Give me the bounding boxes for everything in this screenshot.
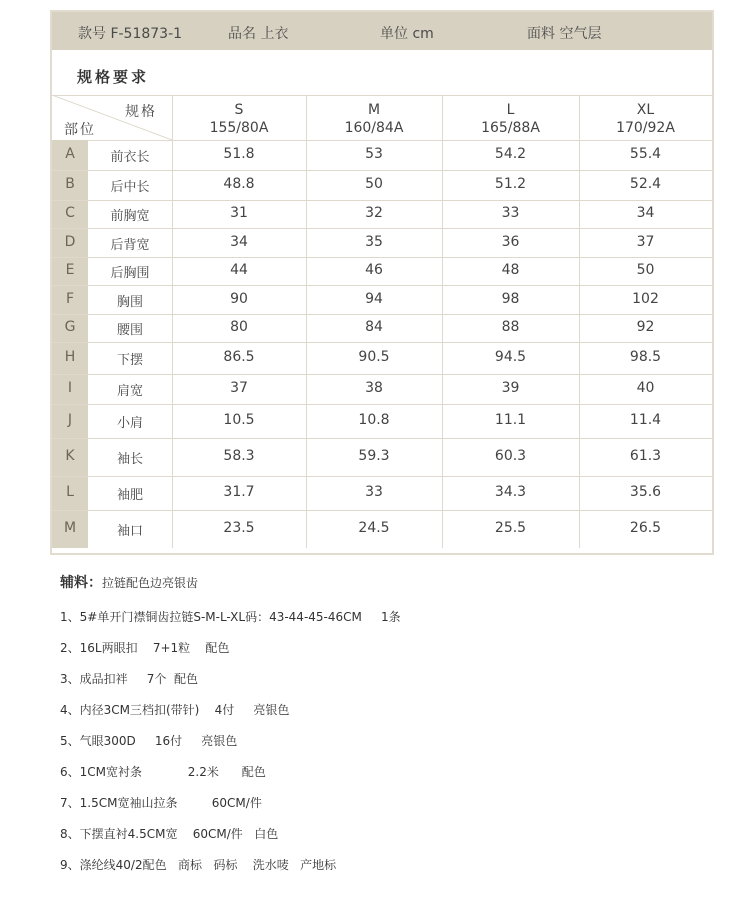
row-code: L [66,484,74,500]
measurement-cell: 80 [230,319,248,335]
row-part-name: 后胸围 [110,266,150,281]
measurement-cell: 94 [365,290,383,307]
measurement-cell: 35 [365,233,383,250]
row-code: F [65,290,75,307]
measurement-cell: 34 [230,233,248,250]
section-title: 规格要求 [77,68,150,86]
size-fit: 165/88A [481,120,540,136]
accessory-item: 1、5#单开门襟铜齿拉链S-M-L-XL码：43-44-45-46CM 1条 [60,610,401,624]
measurement-cell: 88 [501,319,520,335]
measurement-cell: 26.5 [629,520,662,536]
accessories-subtitle: 拉链配色边亮银齿 [102,576,199,590]
size-code: L [506,102,515,118]
measurement-cell: 54.2 [494,146,527,162]
item-name: 品名 上衣 [228,26,289,42]
measurement-cell: 11.1 [494,412,527,428]
measurement-cell: 37 [636,233,655,250]
size-header [579,101,712,137]
row-code: I [67,380,73,396]
row-part-name: 下摆 [116,353,143,368]
row-code: C [65,205,75,221]
measurement-cell: 31 [230,205,248,221]
row-code: A [65,146,75,162]
measurement-cell: 36 [501,233,520,250]
size-fit: 155/80A [209,120,269,136]
size-fit: 170/92A [616,120,675,136]
row-part-name: 胸围 [116,294,143,310]
style-number: 款号 F-51873-1 [78,26,183,42]
measurement-cell: 11.4 [629,412,662,428]
measurement-cell: 90 [230,290,248,307]
spec-sheet [50,10,714,555]
measurement-cell: 25.5 [494,520,527,536]
measurement-cell: 23.5 [223,520,255,536]
measurement-cell: 10.5 [223,412,255,428]
accessories-heading: 辅料： [60,575,102,591]
size-header [442,101,579,137]
accessories-title [60,572,198,592]
row-code: B [65,176,75,192]
accessory-item: 9、涤纶线40/2配色 商标 码标 洗水唛 产地标 [60,858,337,872]
measurement-cell: 32 [365,205,383,221]
row-part-name: 袖口 [116,524,143,539]
measurement-cell: 34.3 [494,484,527,500]
size-code: M [367,102,381,118]
corner-size-label: 规格 [125,104,157,120]
measurement-cell: 46 [365,262,383,278]
fabric-label: 面料 空气层 [527,26,602,42]
measurement-cell: 51.8 [223,146,255,162]
measurement-cell: 40 [636,380,655,396]
measurement-cell: 38 [365,380,383,396]
measurement-cell: 94.5 [494,349,527,365]
row-code: H [64,349,76,365]
row-code: G [64,319,76,335]
measurement-cell: 48.8 [223,176,255,192]
unit-label: 单位 cm [380,26,434,42]
measurement-cell: 33 [365,484,383,500]
measurement-cell: 102 [632,290,659,307]
measurement-cell: 86.5 [223,349,255,365]
measurement-cell: 92 [636,319,655,335]
measurement-cell: 61.3 [629,448,662,464]
size-code: S [234,102,244,118]
row-part-name: 袖长 [116,452,143,467]
row-code: K [65,448,75,464]
corner-part-label: 部位 [64,122,96,138]
row-code: J [67,412,73,428]
row-code: D [64,233,76,250]
row-part-name: 后中长 [110,180,150,195]
row-code: E [65,262,75,278]
measurement-cell: 52.4 [629,176,662,192]
measurement-cell: 24.5 [358,520,390,536]
measurement-cell: 50 [636,262,655,278]
measurement-cell: 51.2 [494,176,527,192]
measurement-cell: 55.4 [629,146,662,162]
size-header [306,101,442,137]
measurement-cell: 31.7 [223,484,255,500]
measurement-cell: 98 [501,290,520,307]
row-part-name: 腰围 [116,323,143,338]
row-part-name: 小肩 [116,416,143,431]
row-part-name: 前衣长 [110,150,150,165]
accessory-item: 7、1.5CM宽袖山拉条 60CM/件 [60,796,262,810]
measurement-cell: 50 [365,176,383,192]
row-part-name: 前胸宽 [110,209,150,224]
measurement-cell: 44 [230,262,248,278]
row-part-name: 袖肥 [116,488,143,503]
measurement-cell: 58.3 [223,448,255,464]
row-part-name: 肩宽 [116,384,143,399]
measurement-cell: 84 [365,319,383,335]
measurement-cell: 39 [501,380,520,396]
measurement-cell: 53 [365,146,383,162]
measurement-cell: 35.6 [629,484,662,500]
measurement-cell: 48 [501,262,520,278]
accessory-item: 3、成品扣袢 7个 配色 [60,672,198,686]
measurement-cell: 90.5 [358,349,390,365]
accessory-item: 8、下摆直衬4.5CM宽 60CM/件 白色 [60,827,279,841]
header-bar [52,12,712,50]
measurement-cell: 33 [501,205,520,221]
accessory-item: 5、气眼300D 16付 亮银色 [60,734,238,748]
row-part-name: 后背宽 [110,237,150,253]
row-code: M [63,520,77,536]
size-fit: 160/84A [344,120,404,136]
accessory-item: 6、1CM宽衬条 2.2米 配色 [60,765,266,779]
size-code: XL [636,102,655,118]
measurement-cell: 10.8 [358,412,390,428]
measurement-cell: 37 [230,380,248,396]
measurement-cell: 59.3 [358,448,390,464]
accessory-item: 4、内径3CM三档扣(带针) 4付 亮银色 [60,703,290,717]
accessory-item: 2、16L两眼扣 7+1粒 配色 [60,641,230,655]
measurement-cell: 34 [636,205,655,221]
size-header [172,101,306,137]
measurement-cell: 60.3 [494,448,527,464]
measurement-cell: 98.5 [629,349,662,365]
